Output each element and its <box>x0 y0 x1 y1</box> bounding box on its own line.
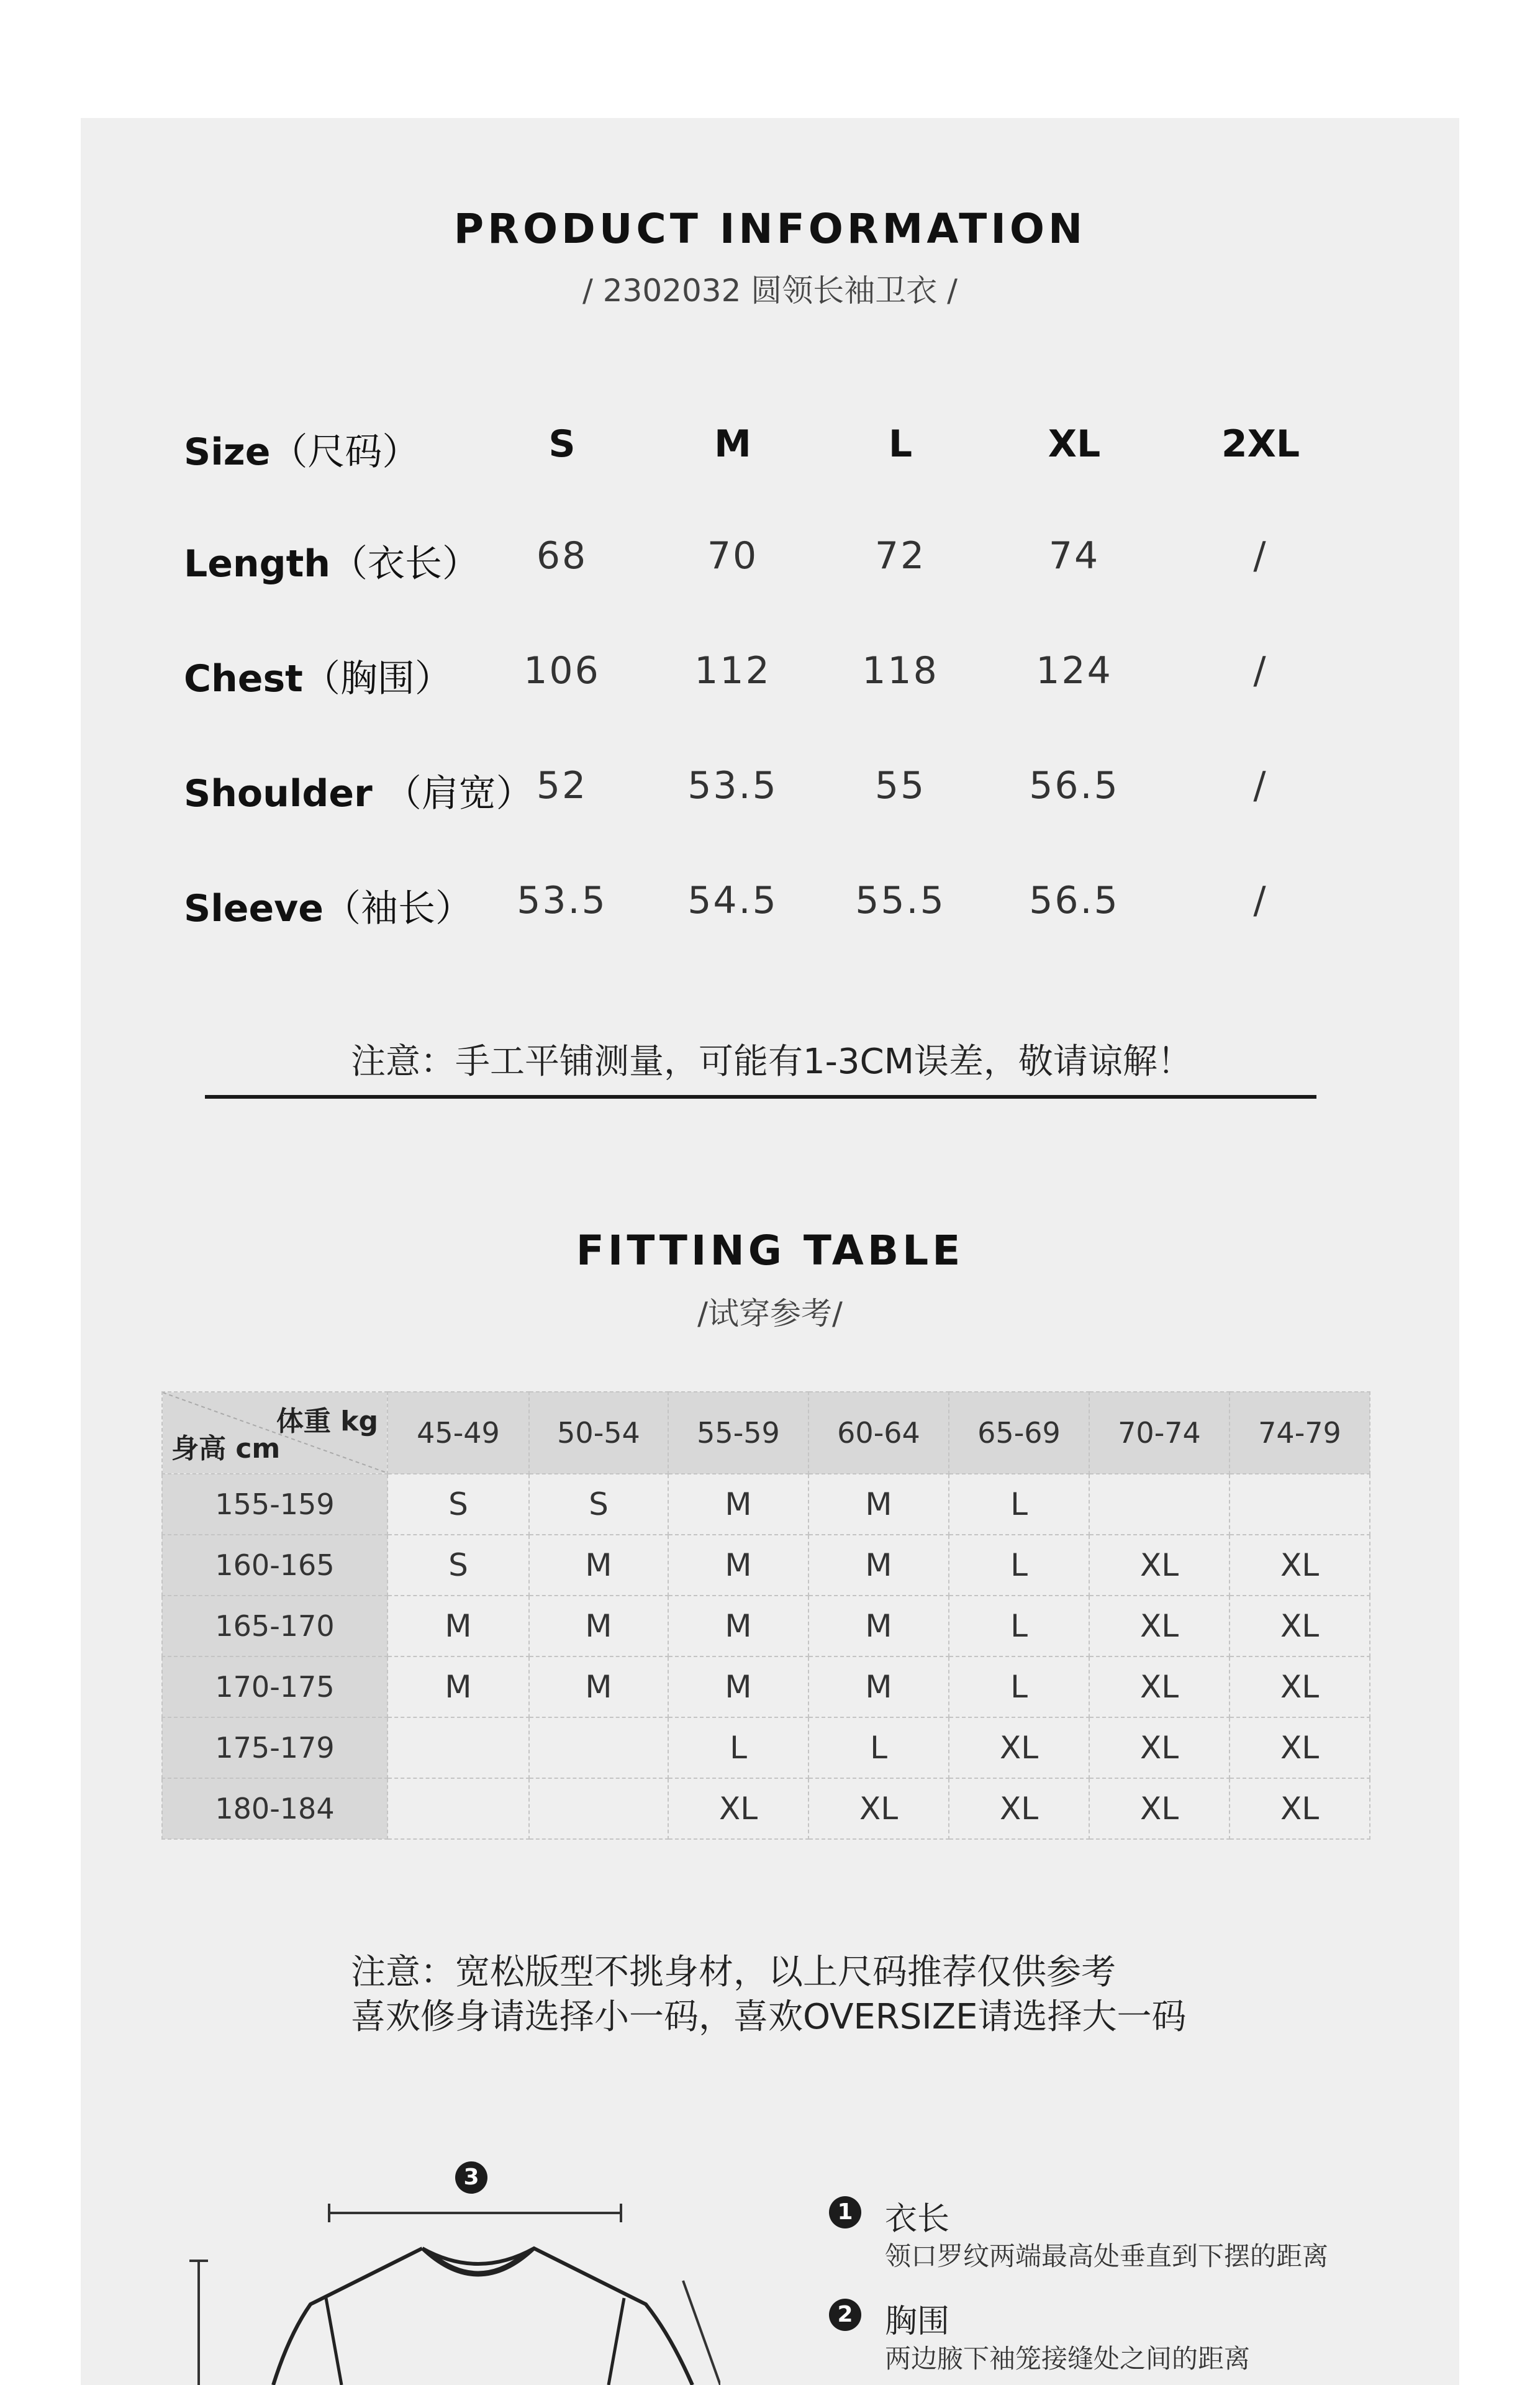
size-header: L <box>888 422 913 466</box>
size-cell: M <box>387 1656 529 1717</box>
height-range-cell: 160-165 <box>162 1535 387 1596</box>
size-cell: S <box>387 1474 529 1535</box>
size-cell: L <box>668 1717 808 1778</box>
size-cell: M <box>808 1474 949 1535</box>
size-cell: M <box>668 1656 808 1717</box>
size-cell: M <box>668 1535 808 1596</box>
garment-diagram <box>161 2149 720 2385</box>
size-cell <box>387 1717 529 1778</box>
fitting-table-title: FITTING TABLE <box>576 1227 964 1274</box>
size-cell: M <box>529 1656 668 1717</box>
legend-description: 两边腋下袖笼接缝处之间的距离 <box>885 2343 1251 2374</box>
measure-note: 注意：手工平铺测量，可能有1-3CM误差，敬请谅解！ <box>351 1042 1192 1082</box>
spec-value: 53.5 <box>687 764 778 807</box>
size-header: XL <box>1048 422 1101 466</box>
spec-value: 56.5 <box>1029 764 1120 807</box>
legend-number-icon: 2 <box>829 2299 861 2331</box>
height-range-cell: 165-170 <box>162 1596 387 1656</box>
spec-row-label <box>184 649 452 702</box>
spec-row-label <box>184 879 473 932</box>
height-range-cell: 175-179 <box>162 1717 387 1778</box>
size-cell: L <box>808 1717 949 1778</box>
size-header: S <box>548 422 576 466</box>
size-cell: XL <box>1089 1656 1230 1717</box>
table-corner-header <box>162 1392 387 1474</box>
size-cell: XL <box>1089 1778 1230 1839</box>
size-cell <box>1230 1474 1370 1535</box>
spec-value: / <box>1253 534 1268 578</box>
spec-value: 118 <box>862 649 939 693</box>
divider <box>205 1095 1316 1099</box>
size-cell: L <box>949 1596 1089 1656</box>
size-label-cn: （尺码） <box>270 430 420 474</box>
legend-title: 胸围 <box>885 2303 950 2340</box>
spec-row-label-cn: （衣长） <box>330 542 479 586</box>
spec-value: 70 <box>707 534 759 578</box>
spec-value: 72 <box>874 534 926 578</box>
size-cell: XL <box>1230 1778 1370 1839</box>
size-cell: M <box>808 1596 949 1656</box>
size-label-en: Size <box>184 430 271 474</box>
size-cell: S <box>387 1535 529 1596</box>
size-cell: M <box>529 1596 668 1656</box>
table-row <box>162 1535 1370 1596</box>
weight-range-header: 70-74 <box>1089 1392 1230 1474</box>
spec-value: 52 <box>536 764 588 807</box>
weight-range-header: 55-59 <box>668 1392 808 1474</box>
fit-note <box>351 1950 1187 2040</box>
product-info-subtitle: / 2302032 圆领长袖卫衣 / <box>582 273 958 309</box>
legend-description: 领口罗纹两端最高处垂直到下摆的距离 <box>885 2241 1329 2271</box>
height-range-cell: 170-175 <box>162 1656 387 1717</box>
table-row <box>162 1717 1370 1778</box>
size-cell: M <box>808 1656 949 1717</box>
spec-value: 56.5 <box>1029 879 1120 922</box>
fit-note-line2: 喜欢修身请选择小一码，喜欢OVERSIZE请选择大一码 <box>351 1997 1187 2037</box>
size-cell: XL <box>1230 1717 1370 1778</box>
spec-value: 55.5 <box>855 879 946 922</box>
size-cell <box>1089 1474 1230 1535</box>
size-cell: M <box>668 1474 808 1535</box>
size-cell: XL <box>1089 1596 1230 1656</box>
spec-row-label-en: Shoulder <box>184 772 373 815</box>
height-range-cell: 155-159 <box>162 1474 387 1535</box>
size-cell: XL <box>949 1717 1089 1778</box>
height-header: 身高 cm <box>171 1433 281 1465</box>
weight-range-header: 74-79 <box>1230 1392 1370 1474</box>
spec-value: 54.5 <box>687 879 778 922</box>
size-cell: M <box>387 1596 529 1656</box>
weight-range-header: 45-49 <box>387 1392 529 1474</box>
table-row <box>162 1778 1370 1839</box>
fitting-table-subtitle: /试穿参考/ <box>697 1296 843 1332</box>
size-cell: XL <box>808 1778 949 1839</box>
spec-value: 112 <box>694 649 771 693</box>
weight-range-header: 65-69 <box>949 1392 1089 1474</box>
table-row <box>162 1656 1370 1717</box>
size-header: 2XL <box>1221 422 1300 466</box>
size-cell <box>529 1778 668 1839</box>
table-row <box>162 1474 1370 1535</box>
size-cell: XL <box>1230 1596 1370 1656</box>
table-row <box>162 1596 1370 1656</box>
spec-row-label-cn: （胸围） <box>302 657 452 701</box>
weight-range-header: 60-64 <box>808 1392 949 1474</box>
spec-value: 55 <box>874 764 926 807</box>
size-cell: M <box>529 1535 668 1596</box>
legend-title: 衣长 <box>885 2201 950 2238</box>
size-cell: XL <box>949 1778 1089 1839</box>
size-cell: M <box>808 1535 949 1596</box>
spec-value: 68 <box>536 534 588 578</box>
size-cell: XL <box>668 1778 808 1839</box>
spec-value: / <box>1253 764 1268 807</box>
size-cell <box>529 1717 668 1778</box>
product-info-title: PRODUCT INFORMATION <box>453 205 1087 253</box>
height-range-cell: 180-184 <box>162 1778 387 1839</box>
spec-row-label-en: Chest <box>184 657 303 701</box>
spec-row-label-en: Length <box>184 542 330 586</box>
legend-number-icon: 1 <box>829 2196 861 2228</box>
size-cell: XL <box>1089 1535 1230 1596</box>
spec-value: 124 <box>1036 649 1113 693</box>
size-cell: M <box>668 1596 808 1656</box>
spec-row-label <box>184 764 533 817</box>
fit-note-line1: 注意：宽松版型不挑身材，以上尺码推荐仅供参考 <box>351 1952 1116 1992</box>
size-cell: XL <box>1230 1656 1370 1717</box>
size-cell <box>387 1778 529 1839</box>
spec-row-label-cn: （袖长） <box>323 887 473 930</box>
spec-row-label <box>184 534 479 588</box>
fitting-table <box>161 1391 1370 1840</box>
spec-value: 106 <box>523 649 600 693</box>
size-cell: XL <box>1089 1717 1230 1778</box>
spec-value: 74 <box>1048 534 1100 578</box>
weight-header: 体重 kg <box>276 1406 378 1437</box>
size-cell: S <box>529 1474 668 1535</box>
size-cell: L <box>949 1535 1089 1596</box>
size-cell: L <box>949 1474 1089 1535</box>
spec-value: 53.5 <box>517 879 607 922</box>
size-label <box>184 422 419 476</box>
size-cell: L <box>949 1656 1089 1717</box>
weight-range-header: 50-54 <box>529 1392 668 1474</box>
spec-value: / <box>1253 649 1268 693</box>
spec-row-label-cn: （肩宽） <box>372 772 533 815</box>
size-cell: XL <box>1230 1535 1370 1596</box>
marker-3-icon: 3 <box>455 2161 487 2194</box>
spec-value: / <box>1253 879 1268 922</box>
size-header: M <box>714 422 751 466</box>
spec-row-label-en: Sleeve <box>184 887 324 930</box>
